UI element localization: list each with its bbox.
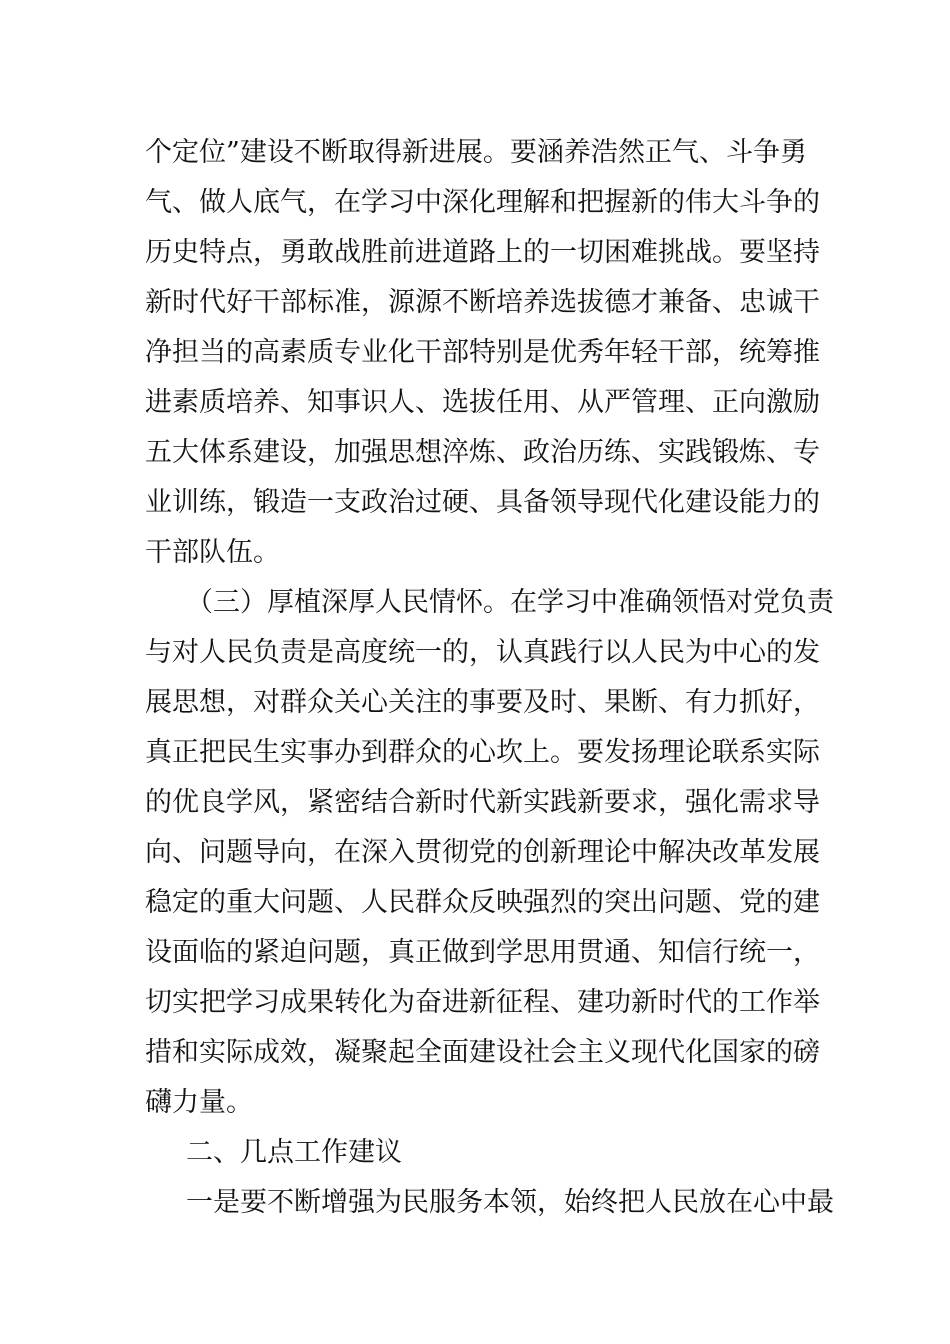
text-line: 进素质培养、知事识人、选拔任用、从严管理、正向激励 (145, 387, 820, 418)
text-line: 历史特点，勇敢战胜前进道路上的一切困难挑战。要坚持 (145, 237, 820, 268)
text-line: 真正把民生实事办到群众的心坎上。要发扬理论联系实际 (145, 737, 820, 768)
text-line: 五大体系建设，加强思想淬炼、政治历练、实践锻炼、专 (145, 437, 820, 468)
text-line: 措和实际成效，凝聚起全面建设社会主义现代化国家的磅 (145, 1037, 820, 1068)
text-line: 新时代好干部标准，源源不断培养选拔德才兼备、忠诚干 (145, 287, 820, 318)
text-line: 的优良学风，紧密结合新时代新实践新要求，强化需求导 (145, 787, 820, 818)
text-line: 业训练，锻造一支政治过硬、具备领导现代化建设能力的 (145, 487, 820, 518)
text-line: 个定位”建设不断取得新进展。要涵养浩然正气、斗争勇 (145, 137, 807, 168)
text-line: 气、做人底气，在学习中深化理解和把握新的伟大斗争的 (145, 187, 820, 218)
text-line: 稳定的重大问题、人民群众反映强烈的突出问题、党的建 (145, 887, 820, 918)
body-text (145, 128, 834, 1228)
text-line: 向、问题导向，在深入贯彻党的创新理论中解决改革发展 (145, 837, 820, 868)
text-line: 干部队伍。 (145, 537, 280, 568)
text-line: 展思想，对群众关心关注的事要及时、果断、有力抓好， (145, 687, 820, 718)
text-line: 切实把学习成果转化为奋进新征程、建功新时代的工作举 (145, 987, 820, 1018)
text-line: 设面临的紧迫问题，真正做到学思用贯通、知信行统一， (145, 937, 820, 968)
section-heading: 二、几点工作建议 (186, 1137, 402, 1168)
section-heading: （三）厚植深厚人民情怀。在学习中准确领悟对党负责 (186, 587, 834, 618)
text-line: 礴力量。 (145, 1087, 253, 1118)
text-line: 净担当的高素质专业化干部特别是优秀年轻干部，统筹推 (145, 337, 820, 368)
text-line: 一是要不断增强为民服务本领，始终把人民放在心中最 (186, 1187, 834, 1218)
text-line: 与对人民负责是高度统一的，认真践行以人民为中心的发 (145, 637, 820, 668)
